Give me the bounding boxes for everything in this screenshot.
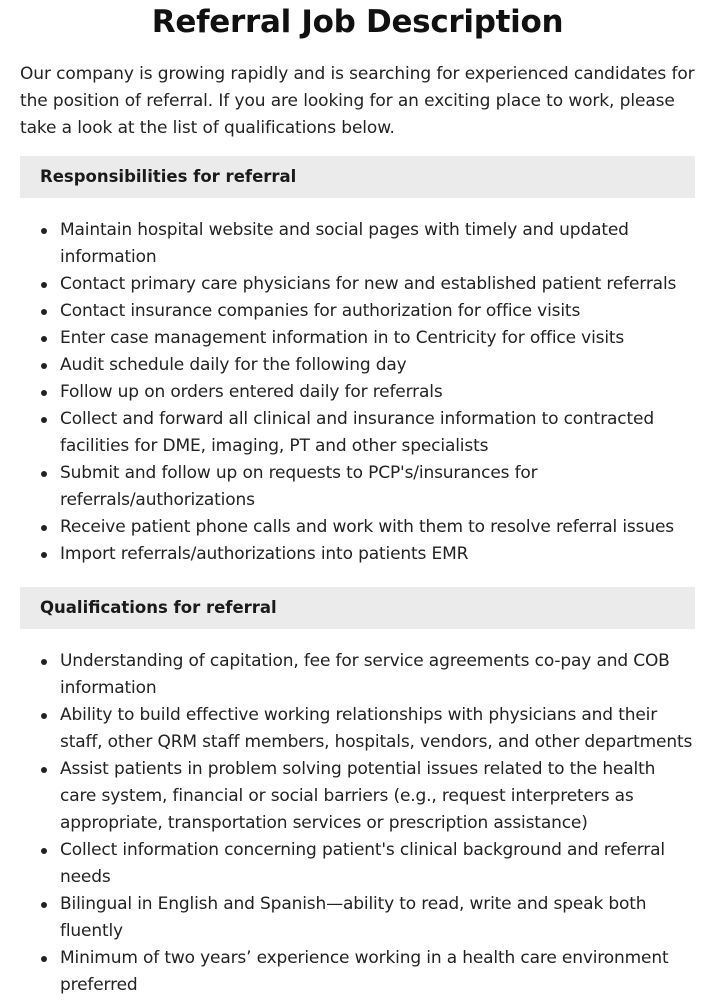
responsibilities-heading: Responsibilities for referral [20, 156, 695, 198]
list-item: Minimum of two years’ experience working in a health care environment preferred [60, 945, 696, 999]
list-item: Audit schedule daily for the following day [60, 352, 696, 379]
list-item: Enter case management information in to Centricity for office visits [60, 325, 696, 352]
qualifications-heading: Qualifications for referral [20, 587, 695, 629]
list-item: Submit and follow up on requests to PCP's/insurances for referrals/authorizations [60, 460, 696, 514]
page-title: Referral Job Description [151, 4, 564, 40]
intro-paragraph: Our company is growing rapidly and is searching for experienced candidates for the position of referral. If you are looking for an exciting place to work, please take a look at the list of qualifications below. [20, 64, 695, 138]
list-item: Contact primary care physicians for new and established patient referrals [60, 271, 696, 298]
list-item: Collect and forward all clinical and insurance information to contracted facilities for DME, imaging, PT and other specialists [60, 406, 696, 460]
list-item: Understanding of capitation, fee for service agreements co-pay and COB information [60, 648, 696, 702]
list-item: Collect information concerning patient's clinical background and referral needs [60, 837, 696, 891]
list-item: Assist patients in problem solving potential issues related to the health care system, financial or social barriers (e.g., request interpreters as appropriate, transportation services or prescription assistance) [60, 756, 696, 837]
list-item: Receive patient phone calls and work with them to resolve referral issues [60, 514, 696, 541]
list-item: Import referrals/authorizations into patients EMR [60, 541, 696, 568]
list-item: Follow up on orders entered daily for referrals [60, 379, 696, 406]
list-item: Maintain hospital website and social pages with timely and updated information [60, 217, 696, 271]
responsibilities-list [20, 217, 696, 568]
list-item: Ability to build effective working relationships with physicians and their staff, other QRM staff members, hospitals, vendors, and other departments [60, 702, 696, 756]
qualifications-list [20, 648, 696, 999]
list-item: Bilingual in English and Spanish—ability to read, write and speak both fluently [60, 891, 696, 945]
list-item: Contact insurance companies for authorization for office visits [60, 298, 696, 325]
